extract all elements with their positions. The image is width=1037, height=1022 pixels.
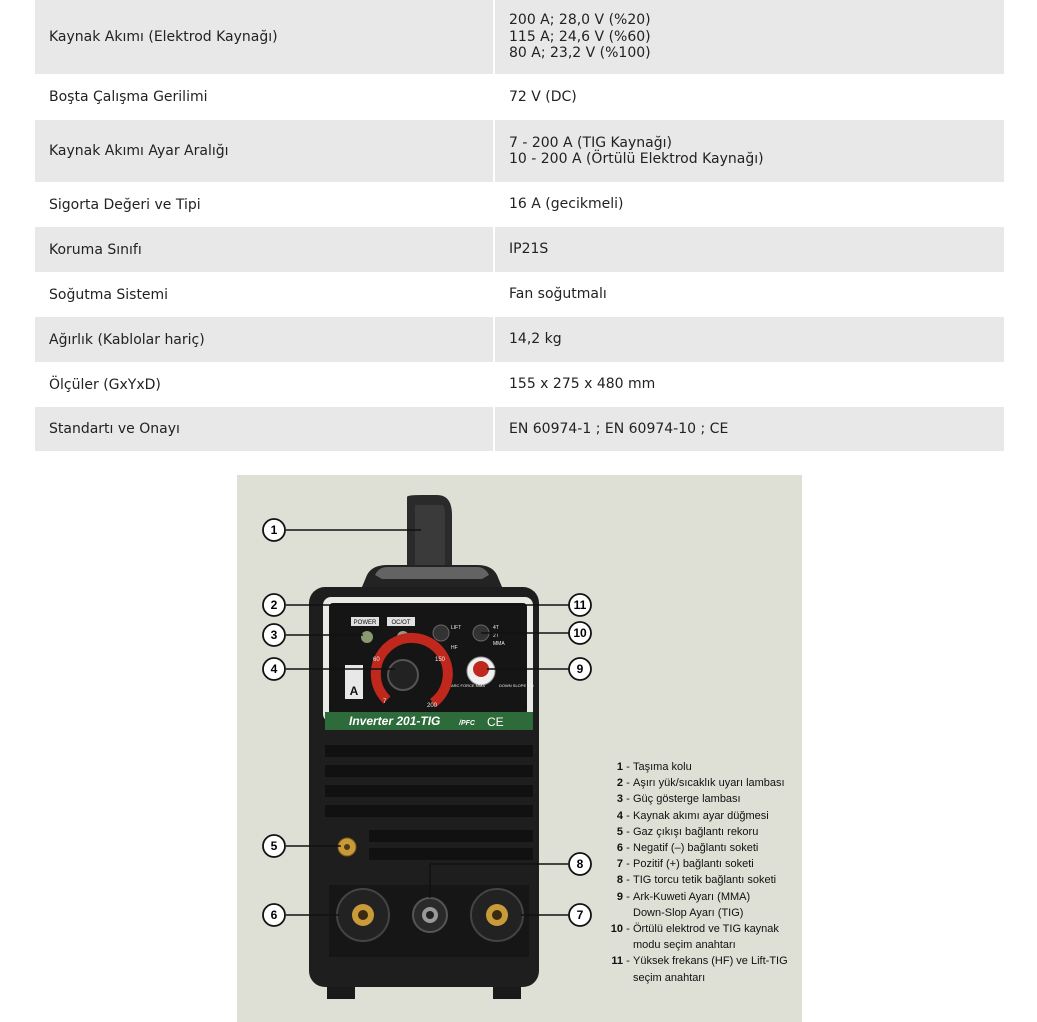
legend-text: Negatif (–) bağlantı soketi <box>633 842 759 855</box>
spec-label: Sigorta Değeri ve Tipi <box>49 196 201 213</box>
legend-text: Yüksek frekans (HF) ve Lift-TIG seçim anahtarı <box>633 955 788 984</box>
dial-mark: 150 <box>435 657 446 663</box>
spec-label: Koruma Sınıfı <box>35 227 493 272</box>
legend-num: 6 <box>616 842 623 855</box>
dial-mark: 200 <box>427 703 438 709</box>
spec-row <box>35 182 1004 227</box>
legend-num: 8 <box>616 874 623 887</box>
legend-text: Taşıma kolu <box>633 761 692 773</box>
callout-6: 6 <box>270 908 278 922</box>
lift-label: LIFT <box>451 625 462 631</box>
spec-label: Kaynak Akımı (Elektrod Kaynağı) <box>35 0 493 74</box>
mode-4t-label: 4T <box>493 625 499 631</box>
power-lamp <box>361 631 373 643</box>
spec-row <box>35 407 1004 451</box>
parts-legend <box>597 759 788 986</box>
mma-label: MMA <box>493 641 505 647</box>
model-name: Inverter 201-TIG <box>349 714 441 728</box>
spec-row <box>35 317 1004 362</box>
legend-num: 1 <box>616 761 623 773</box>
arc-force-knob[interactable] <box>473 661 489 677</box>
legend-item: 2 - Aşırı yük/sıcaklık uyarı lambası <box>597 775 788 791</box>
legend-text: TIG torcu tetik bağlantı soketi <box>633 874 777 887</box>
legend-num: 5 <box>616 825 623 838</box>
legend-item: 5 - Gaz çıkışı bağlantı rekoru <box>597 824 788 840</box>
power-label: POWER <box>353 620 377 626</box>
current-knob[interactable] <box>388 660 418 690</box>
callout-11: 11 <box>573 598 587 612</box>
dial-mark: 60 <box>373 657 380 663</box>
ocot-label: OC/OT <box>391 620 411 626</box>
legend-item: 3 - Güç gösterge lambası <box>597 791 788 807</box>
legend-text: Örtülü elektrod ve TIG kaynak modu seçim anahtarı <box>633 923 779 952</box>
spec-row <box>35 0 1004 74</box>
legend-item: 11 - Yüksek frekans (HF) ve Lift-TIG seçim anahtarı <box>597 953 788 985</box>
spec-value: 7 - 200 A (TIG Kaynağı) 10 - 200 A (Örtülü Elektrod Kaynağı) <box>495 120 1004 182</box>
amp-symbol: A <box>349 684 359 698</box>
dial-mark: 7 <box>383 699 387 705</box>
legend-text: Gaz çıkışı bağlantı rekoru <box>633 825 759 838</box>
legend-num: 2 <box>616 777 623 790</box>
callout-2: 2 <box>270 598 278 612</box>
callout-1: 1 <box>270 523 278 537</box>
mode-2t-label: 2T <box>493 633 499 639</box>
spec-value: IP21S <box>495 227 1004 272</box>
down-slope-label: DOWN SLOPE TIG <box>499 683 534 688</box>
callout-7: 7 <box>576 908 584 922</box>
legend-item: 10 - Örtülü elektrod ve TIG kaynak modu seçim anahtarı <box>597 921 788 953</box>
spec-label: Kaynak Akımı Ayar Aralığı <box>35 120 493 182</box>
callout-3: 3 <box>270 628 278 642</box>
legend-item: 8 - TIG torcu tetik bağlantı soketi <box>597 872 788 888</box>
spec-table <box>35 0 1004 451</box>
legend-num: 9 <box>616 890 623 903</box>
callout-9: 9 <box>576 662 584 676</box>
legend-num: 4 <box>616 809 623 822</box>
legend-num: 3 <box>616 793 623 806</box>
callout-5: 5 <box>270 839 278 853</box>
spec-value: Fan soğutmalı <box>509 286 607 303</box>
spec-value: 14,2 kg <box>495 317 1004 362</box>
legend-item: 6 - Negatif (–) bağlantı soketi <box>597 840 788 856</box>
spec-label: Standartı ve Onayı <box>35 407 493 451</box>
arc-force-label: ARC FORCE MMA <box>451 683 485 688</box>
hf-lift-switch[interactable] <box>433 625 449 641</box>
legend-text: Kaynak akımı ayar düğmesi <box>633 809 769 822</box>
legend-num: 7 <box>616 858 623 871</box>
legend-text: Ark-Kuweti Ayarı (MMA) Down-Slop Ayarı (TIG) <box>633 890 751 919</box>
spec-label: Ağırlık (Kablolar hariç) <box>35 317 493 362</box>
hf-label: HF <box>451 645 458 651</box>
legend-item: 7 - Pozitif (+) bağlantı soketi <box>597 856 788 872</box>
legend-item: 4 - Kaynak akımı ayar düğmesi <box>597 808 788 824</box>
spec-label: Boşta Çalışma Gerilimi <box>49 89 208 105</box>
callout-8: 8 <box>576 857 584 871</box>
spec-row <box>35 74 1004 120</box>
callout-10: 10 <box>573 626 587 640</box>
spec-value: 155 x 275 x 480 mm <box>509 376 656 393</box>
legend-text: Pozitif (+) bağlantı soketi <box>633 858 754 871</box>
spec-row <box>35 120 1004 182</box>
spec-row <box>35 227 1004 272</box>
legend-item: 1 - Taşıma kolu <box>597 759 788 775</box>
spec-label: Ölçüler (GxYxD) <box>49 376 161 393</box>
model-suffix: /PFC <box>459 720 475 727</box>
legend-text: Güç gösterge lambası <box>633 793 741 806</box>
legend-num: 10 <box>610 923 623 936</box>
spec-row <box>35 272 1004 317</box>
welding-machine-figure <box>237 475 802 1022</box>
callout-4: 4 <box>270 662 278 676</box>
spec-row <box>35 362 1004 407</box>
legend-num: 11 <box>611 955 623 968</box>
legend-text: Aşırı yük/sıcaklık uyarı lambası <box>633 777 785 790</box>
spec-value: 72 V (DC) <box>509 88 577 105</box>
spec-label: Soğutma Sistemi <box>49 286 169 303</box>
spec-value: 200 A; 28,0 V (%20) 115 A; 24,6 V (%60) 80 A; 23,2 V (%100) <box>495 0 1004 74</box>
ce-mark: CE <box>487 715 504 729</box>
spec-value: 16 A (gecikmeli) <box>509 196 624 213</box>
spec-value: EN 60974-1 ; EN 60974-10 ; CE <box>495 407 1004 451</box>
legend-item: 9 - Ark-Kuweti Ayarı (MMA) Down-Slop Ayarı (TIG) <box>597 889 788 921</box>
